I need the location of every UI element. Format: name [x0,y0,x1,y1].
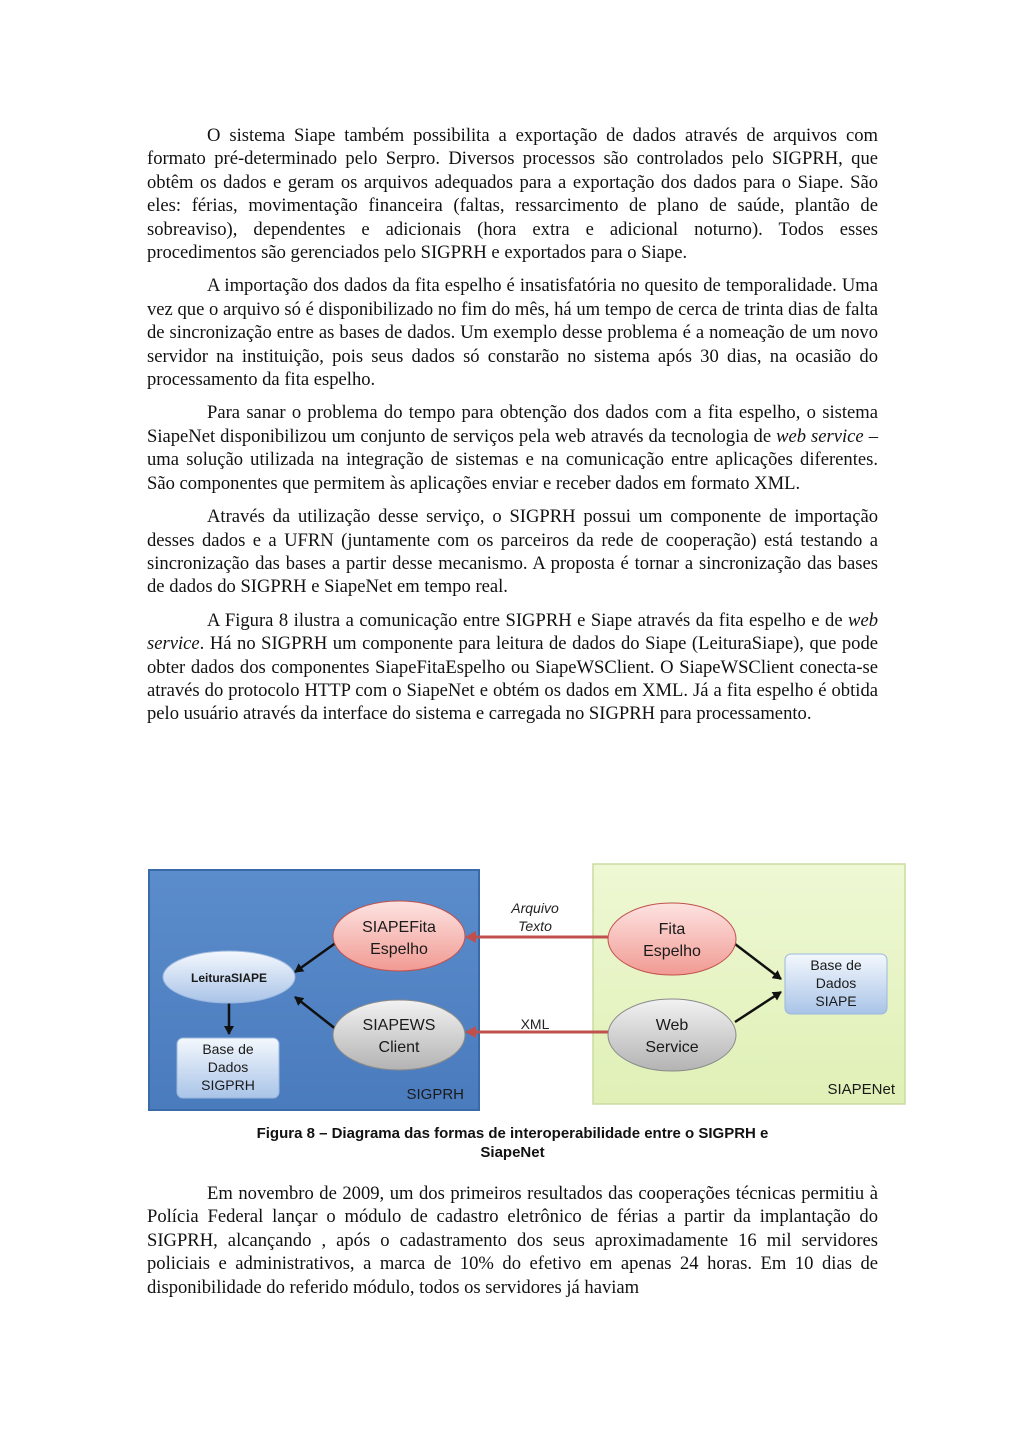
body-text-top [147,124,878,726]
arrow-label-arquivo: Arquivo [511,900,559,916]
caption-line-2: SiapeNet [480,1144,545,1161]
base-sigprh-label-3: SIGPRH [201,1077,255,1093]
base-siape-label-1: Base de [810,957,862,973]
paragraph-4: Através da utilização desse serviço, o SIGPRH possui um componente de importação desses dados e a UFRN (juntamente com os parceiros da rede de cooperação) está testando a sincronização das bases a partir desse mecanismo. A proposta é tornar a sincronização das bases de dados do SIGPRH e SiapeNet em tempo real. [147,506,878,598]
siapews-label-1: SIAPEWS [362,1017,436,1034]
caption-line-1: Figura 8 – Diagrama das formas de interoperabilidade entre o SIGPRH e [256,1125,769,1142]
paragraph-3-part2: – uma solução utilizada na integração de sistemas e na comunicação entre aplicações diferentes. São componentes que permitem às aplicações enviar e receber dados em formato XML. [147,425,878,494]
figure-caption [147,1124,878,1162]
base-siape-label-2: Dados [815,975,857,991]
web-service-label-2: Service [645,1039,699,1056]
siapews-label-2: Client [378,1039,420,1056]
paragraph-3 [147,401,878,495]
paragraph-3-italic: web service [776,425,864,447]
siapefita-label-1: SIAPEFita [362,919,436,936]
fita-espelho-label-1: Fita [658,921,686,938]
siapefita-node [333,901,465,971]
paragraph-5-part2: . Há no SIGPRH um componente para leitura de dados do Siape (LeituraSiape), que pode obter dados dos componentes SiapeFitaEspelho ou SiapeWSClient. O SiapeWSClient conecta-se através do protocolo HTTP com o SiapeNet e obtém os dados em XML. Já a fita espelho é obtida pelo usuário através da interface do sistema e carregada no SIGPRH para processamento. [147,633,878,725]
web-service-label-1: Web [655,1017,689,1034]
paragraph-6: Em novembro de 2009, um dos primeiros resultados das cooperações técnicas permitiu à Polícia Federal lançar o módulo de cadastro eletrônico de férias a partir da implantação do SIGPRH, alcançando , após o cadastramento dos seus aproximadamente 16 mil servidores policiais e administrativos, a marca de 10% do efetivo em apenas 24 horas. Em 10 dias de disponibilidade do referido módulo, todos os servidores já haviam [147,1183,878,1298]
arrow-label-texto: Texto [518,918,552,934]
paragraph-5-italic: web service [147,609,878,655]
figure-8-diagram [147,862,907,1112]
leitura-siape-label: LeituraSIAPE [190,971,268,985]
arrow-label-xml: XML [520,1016,550,1032]
base-sigprh-label-2: Dados [207,1059,249,1075]
paragraph-2: A importação dos dados da fita espelho é insatisfatória no quesito de temporalidade. Uma vez que o arquivo só é disponibilizado no fim do mês, há um tempo de cerca de trinta dias de falta de sincronização entre as bases de dados. Um exemplo desse problema é a nomeação de um novo servidor na instituição, pois seus dados só constarão no sistema após 30 dias, na ocasião do processamento da fita espelho. [147,275,878,391]
siapefita-label-2: Espelho [370,941,428,958]
fita-espelho-label-2: Espelho [643,943,701,960]
sigprh-panel-label: SIGPRH [406,1086,464,1103]
paragraph-1: O sistema Siape também possibilita a exportação de dados através de arquivos com formato pré-determinado pelo Serpro. Diversos processos são controlados pelo SIGPRH, que obtêm os dados e geram os arquivos adequados para a exportação dos dados para o Siape. São eles: férias, movimentação financeira (faltas, ressarcimento de plano de saúde, plantão de sobreaviso), dependentes e adicionais (hora extra e adicional noturno). Todos esses procedimentos são gerenciados pelo SIGPRH e exportados para o Siape. [147,125,878,264]
paragraph-3-part1: Para sanar o problema do tempo para obtenção dos dados com a fita espelho, o sistema SiapeNet disponibilizou um conjunto de serviços pela web através da tecnologia de [147,402,878,447]
fita-espelho-node [608,903,736,975]
base-siape-label-3: SIAPE [815,993,857,1009]
siapews-node [333,1000,465,1070]
web-service-node [608,999,736,1071]
paragraph-5-part1: A Figura 8 ilustra a comunicação entre SIGPRH e Siape através da fita espelho e de [207,609,849,631]
paragraph-5 [147,609,878,726]
siapenet-panel-label: SIAPENet [827,1081,895,1098]
body-text-bottom [147,1182,878,1299]
base-sigprh-label-1: Base de [202,1041,254,1057]
